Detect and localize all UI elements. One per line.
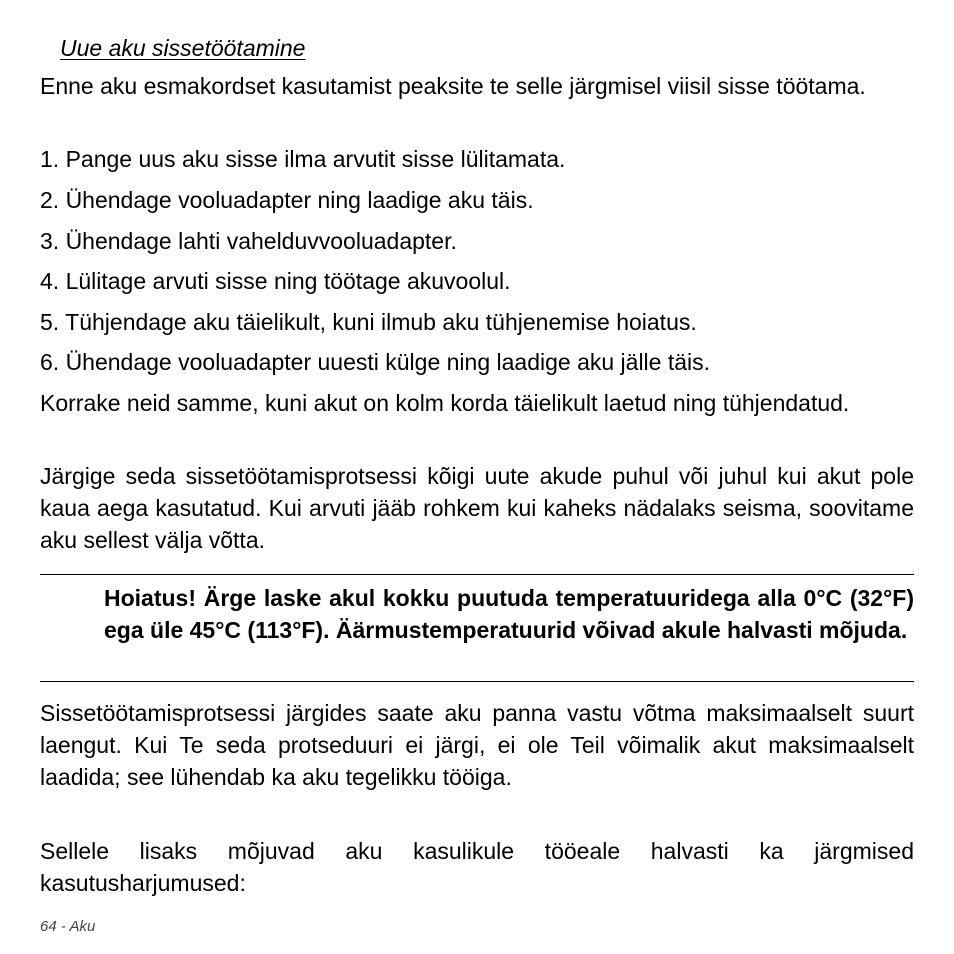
intro-paragraph: Enne aku esmakordset kasutamist peaksite te selle järgmisel viisil sisse töötama.	[40, 73, 866, 99]
step-1: 1. Pange uus aku sisse ilma arvutit sisse lülitamata.	[40, 146, 566, 172]
warning-text: Hoiatus! Ärge laske akul kokku puutuda temperatuuridega alla 0°C (32°F) ega üle 45°C (113°F). Äärmustemperatuurid võivad akule halvasti mõjuda.	[104, 585, 914, 643]
follow-paragraph: Järgige seda sissetöötamisprotsessi kõigi uute akude puhul või juhul kui akut pole kaua aega kasutatud. Kui arvuti jääb rohkem kui kaheks nädalaks seisma, soovitame aku sellest välja võtta.	[40, 463, 914, 553]
page-footer: 64 - Aku	[40, 918, 96, 935]
step-4: 4. Lülitage arvuti sisse ning töötage akuvoolul.	[40, 268, 511, 294]
warning-top-rule	[40, 574, 914, 575]
step-3: 3. Ühendage lahti vahelduvvooluadapter.	[40, 228, 457, 254]
habits-paragraph: Sellele lisaks mõjuvad aku kasulikule tööeale halvasti ka järgmised kasutusharjumused:	[40, 838, 914, 896]
repeat-paragraph: Korrake neid samme, kuni akut on kolm korda täielikult laetud ning tühjendatud.	[40, 390, 850, 416]
section-heading: Uue aku sissetöötamine	[60, 35, 306, 61]
step-5: 5. Tühjendage aku täielikult, kuni ilmub aku tühjenemise hoiatus.	[40, 309, 697, 335]
step-6: 6. Ühendage vooluadapter uuesti külge ning laadige aku jälle täis.	[40, 349, 711, 375]
benefit-paragraph: Sissetöötamisprotsessi järgides saate aku panna vastu võtma maksimaalselt suurt laengut. Kui Te seda protseduuri ei järgi, ei ole Teil võimalik akut maksimaalselt laadida; see lühendab ka aku tegelikku tööiga.	[40, 700, 914, 790]
step-2: 2. Ühendage vooluadapter ning laadige aku täis.	[40, 187, 534, 213]
warning-bottom-rule	[40, 681, 914, 682]
